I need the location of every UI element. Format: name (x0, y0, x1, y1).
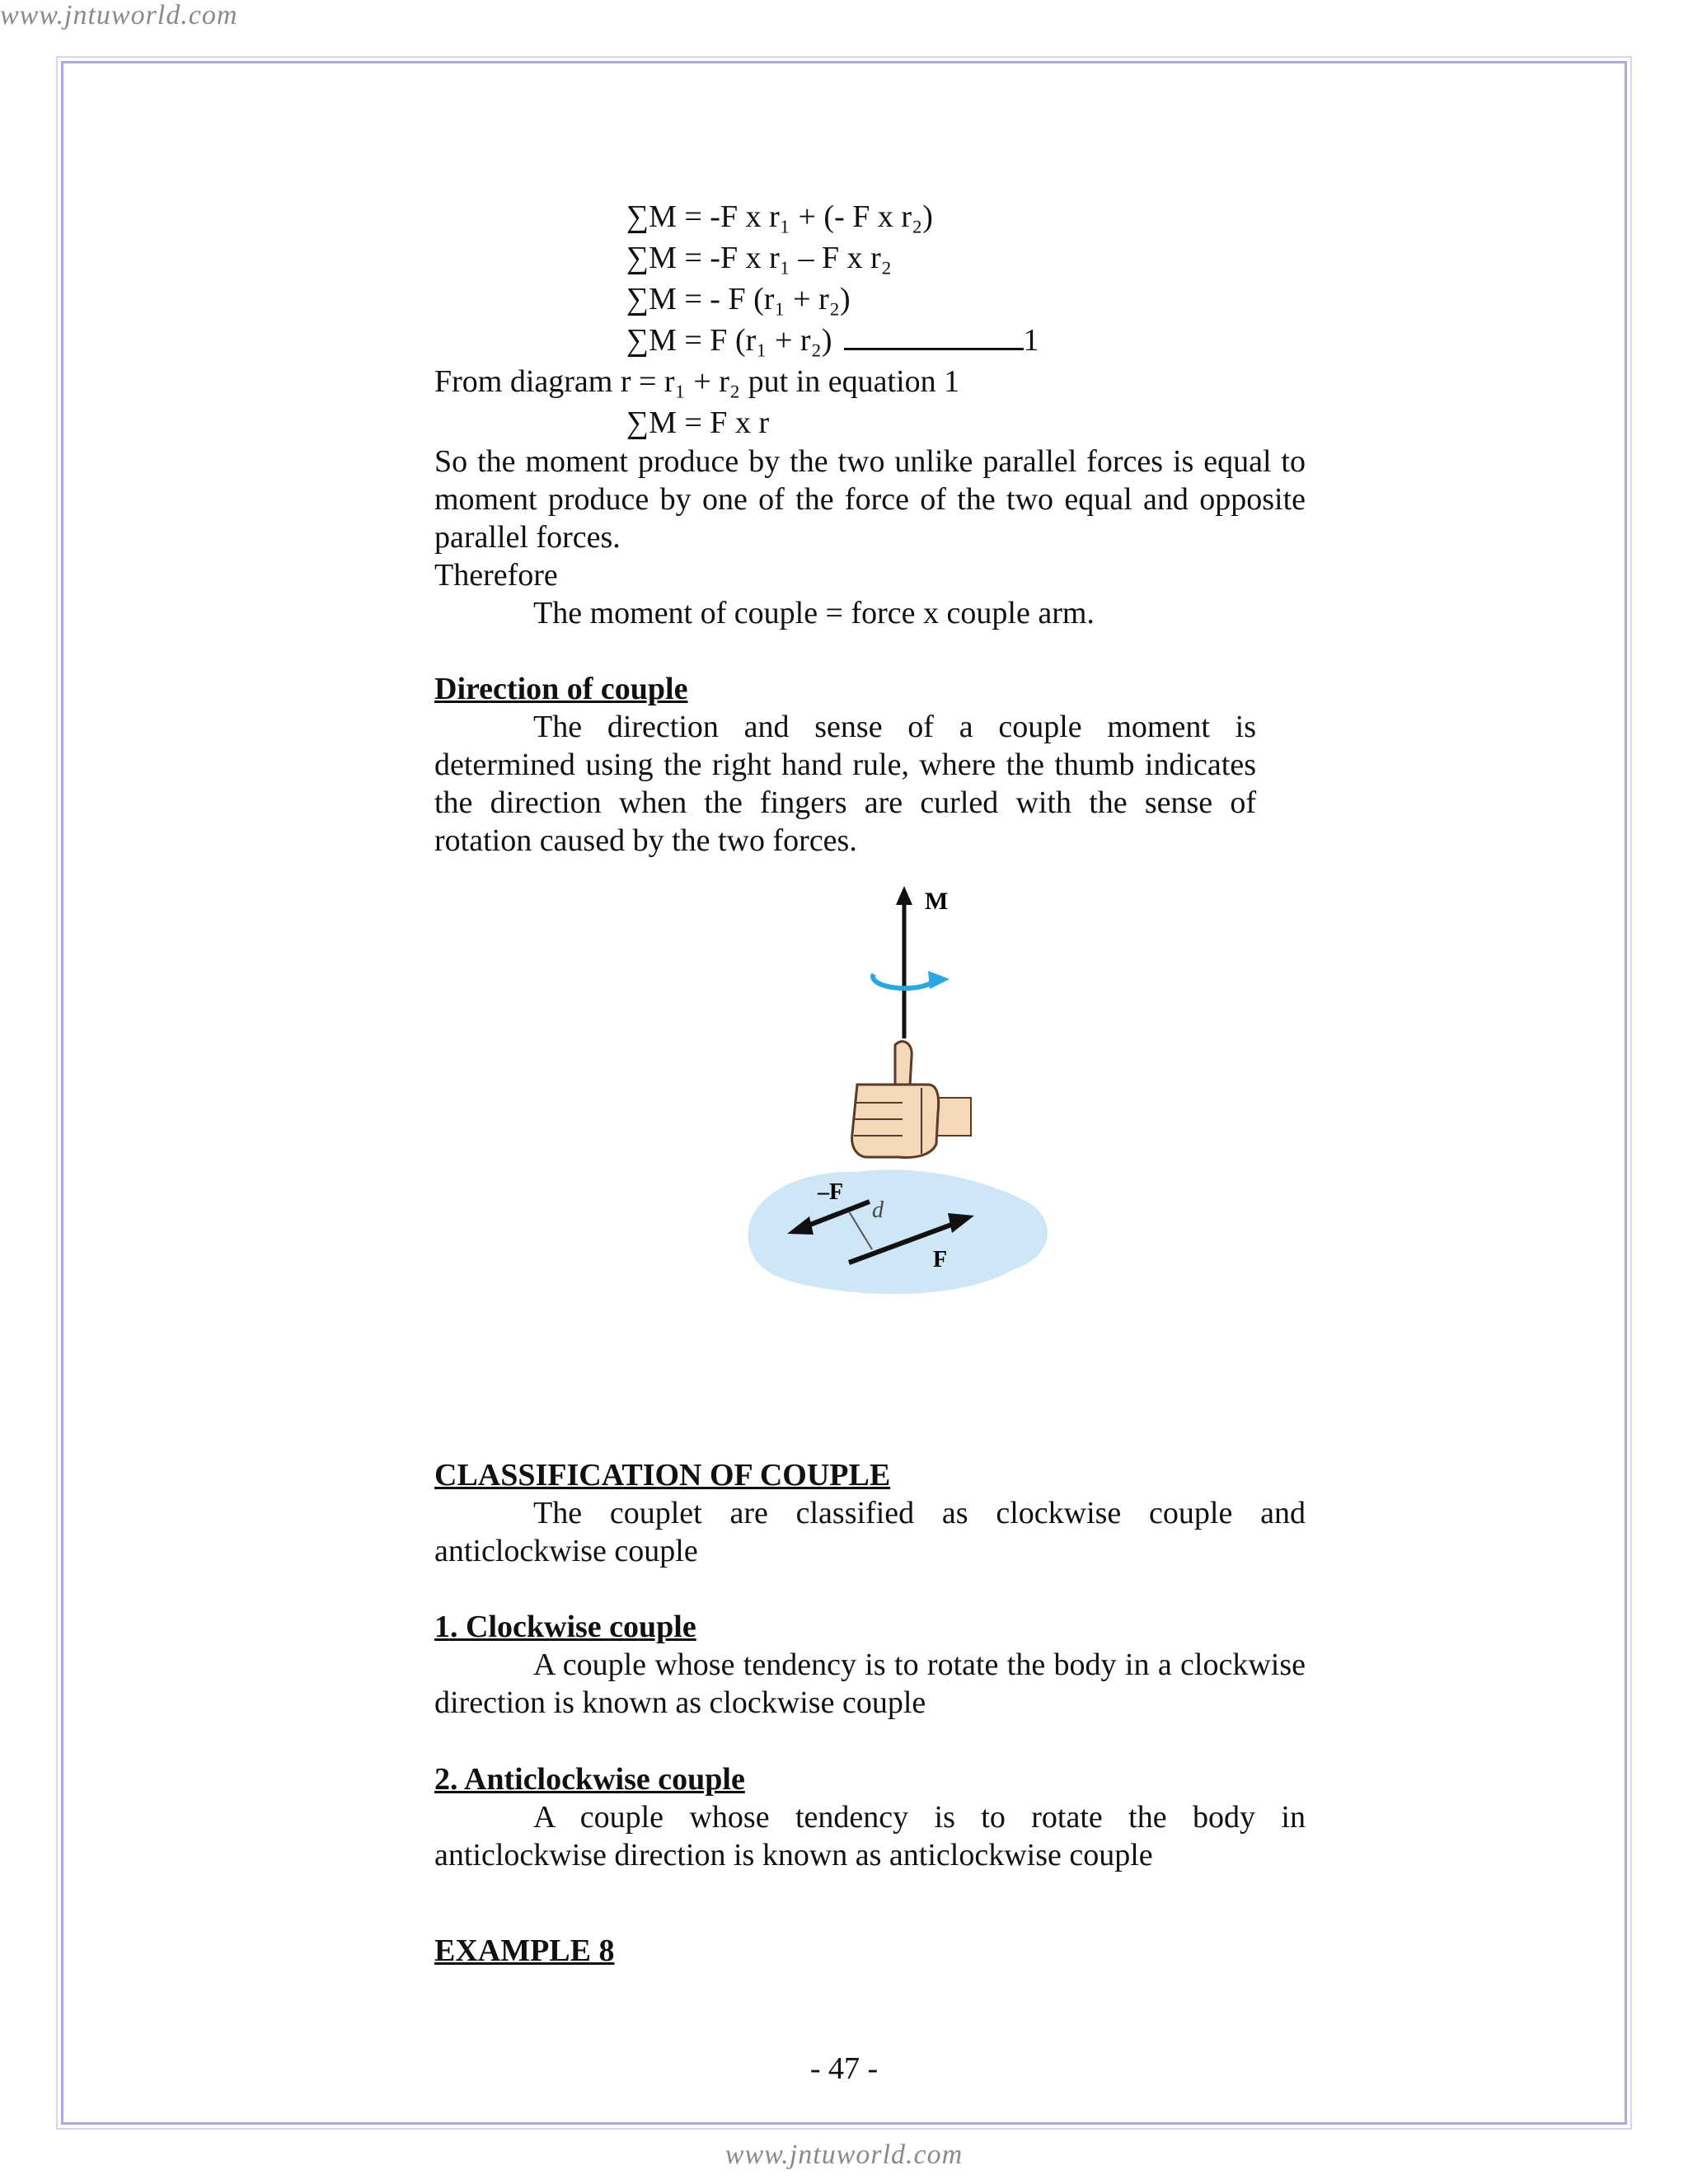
clockwise-paragraph: A couple whose tendency is to rotate the body in a clockwise direction is known as clockwise couple (434, 1647, 1306, 1720)
equation-4: ∑M = F (r₁ + r₂) (626, 323, 832, 358)
neg-force-label: –F (818, 1179, 844, 1205)
thumbs-up-hand-icon (852, 1042, 971, 1158)
equation-4-number: 1 (1023, 323, 1039, 358)
anticlockwise-heading: 2. Anticlockwise couple (434, 1762, 745, 1797)
equation-2: ∑M = -F x r₁ – F x r₂ (626, 241, 893, 275)
classification-heading: CLASSIFICATION OF COUPLE (434, 1458, 891, 1493)
equation-3: ∑M = - F (r₁ + r₂) (626, 282, 851, 316)
rotation-arrow-icon (873, 971, 950, 989)
right-hand-rule-figure (734, 882, 1080, 1310)
moment-label: M (925, 888, 949, 915)
equation-5: ∑M = F x r (626, 405, 770, 440)
couple-moment-text: The moment of couple = force x couple arm. (533, 596, 1095, 630)
equation-4-row (626, 321, 1039, 359)
classification-paragraph: The couplet are classified as clockwise couple and anticlockwise couple (434, 1496, 1306, 1568)
watermark-top: www.jntuworld.com (0, 0, 238, 30)
direction-paragraph: The direction and sense of a couple moment is determined using the right hand rule, where the thumb indicates the direction when the fingers are curled with the sense of rotation caused by the two forces. (434, 710, 1256, 858)
so-paragraph: So the moment produce by the two unlike parallel forces is equal to moment produce by one of the force of the two equal and opposite parallel forces. (434, 444, 1306, 555)
clockwise-heading: 1. Clockwise couple (434, 1610, 696, 1644)
distance-label: d (872, 1197, 884, 1223)
therefore-text: Therefore (434, 558, 558, 593)
watermark-bottom: www.jntuworld.com (724, 2139, 964, 2170)
moment-arrowhead (896, 886, 912, 905)
from-diagram-line: From diagram r = r₁ + r₂ put in equation 1 (434, 364, 960, 399)
equation-1: ∑M = -F x r₁ + (- F x r₂) (626, 199, 933, 234)
anticlockwise-paragraph: A couple whose tendency is to rotate the body in anticlockwise direction is known as anticlockwise couple (434, 1800, 1306, 1872)
equation-blank-line (844, 321, 1024, 350)
page-number: - 47 - (809, 2051, 879, 2086)
example-heading: EXAMPLE 8 (434, 1933, 615, 1968)
direction-heading: Direction of couple (434, 672, 688, 706)
force-label: F (933, 1247, 948, 1272)
